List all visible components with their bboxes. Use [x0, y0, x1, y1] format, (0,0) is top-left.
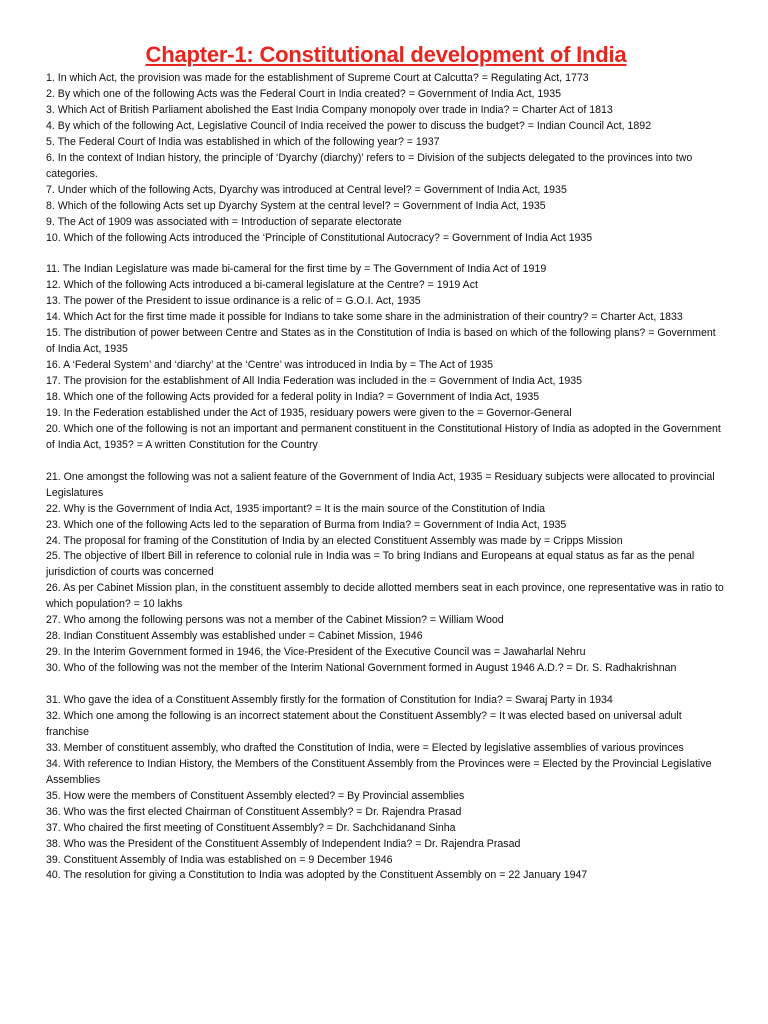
question-item: 24. The proposal for framing of the Constitution of India by an elected Constituent Assembly was made by = Cripps Mission — [46, 534, 623, 547]
question-item: 31. Who gave the idea of a Constituent Assembly firstly for the formation of Constitution for India? = Swaraj Party in 1934 — [46, 693, 613, 706]
question-item: 18. Which one of the following Acts provided for a federal polity in India? = Government of India Act, 1935 — [46, 391, 540, 403]
question-item: 40. The resolution for giving a Constitution to India was adopted by the Constituent Assembly on = 22 January 1947 — [46, 869, 588, 882]
question-item: 37. Who chaired the first meeting of Constituent Assembly? = Dr. Sachchidanand Sinha — [46, 821, 456, 834]
question-item: 3. Which Act of British Parliament abolished the East India Company monopoly over trade in India? = Charter Act of 1813 — [46, 103, 613, 116]
question-item: 6. In the context of Indian history, the principle of ‘Dyarchy (diarchy)’ refers to = Division of the subjects delegated to the provinces into two categories. — [46, 151, 693, 180]
question-item: 39. Constituent Assembly of India was established on = 9 December 1946 — [46, 853, 393, 866]
document-page — [46, 40, 726, 884]
question-item: 2. By which one of the following Acts was the Federal Court in India created? = Government of India Act, 1935 — [46, 87, 561, 100]
question-item: 5. The Federal Court of India was established in which of the following year? = 1937 — [46, 135, 440, 148]
question-item: 29. In the Interim Government formed in 1946, the Vice-President of the Executive Council was = Jawaharlal Nehru — [46, 646, 586, 659]
question-item: 32. Which one among the following is an incorrect statement about the Constituent Assembly? = It was elected based on universal adult franchise — [46, 709, 682, 738]
question-item: 25. The objective of Ilbert Bill in reference to colonial rule in India was = To bring Indians and Europeans at equal status as far as the penal jurisdiction of courts was concerned — [46, 550, 695, 579]
question-item: 35. How were the members of Constituent Assembly elected? = By Provincial assemblies — [46, 789, 465, 802]
question-item: 4. By which of the following Act, Legislative Council of India received the power to discuss the budget? = Indian Council Act, 1892 — [46, 119, 652, 132]
question-item: 28. Indian Constituent Assembly was established under = Cabinet Mission, 1946 — [46, 630, 423, 643]
question-item: 36. Who was the first elected Chairman of Constituent Assembly? = Dr. Rajendra Prasad — [46, 805, 462, 818]
question-list — [46, 71, 726, 884]
question-item: 8. Which of the following Acts set up Dyarchy System at the central level? = Government of India Act, 1935 — [46, 199, 546, 212]
question-item: 21. One amongst the following was not a salient feature of the Government of India Act, 1935 = Residuary subjects were allocated to provincial Legislatures — [46, 470, 715, 499]
question-item: 7. Under which of the following Acts, Dyarchy was introduced at Central level? = Government of India Act, 1935 — [46, 183, 567, 196]
chapter-title: Chapter-1: Constitutional development of India — [145, 42, 627, 67]
question-item: 33. Member of constituent assembly, who drafted the Constitution of India, were = Elected by legislative assemblies of various provinces — [46, 741, 684, 754]
question-item: 14. Which Act for the first time made it possible for Indians to take some share in the administration of their country? = Charter Act, 1833 — [46, 311, 683, 324]
question-item: 26. As per Cabinet Mission plan, in the constituent assembly to decide allotted members seat in each province, one representative was in ratio to which population? = 10 lakhs — [46, 582, 724, 611]
question-item: 20. Which one of the following is not an important and permanent constituent in the Constitutional History of India as adopted in the Government of India Act, 1935? = A written Constitution for the Country — [46, 422, 721, 451]
question-item: 27. Who among the following persons was not a member of the Cabinet Mission? = William Wood — [46, 614, 504, 627]
question-item: 34. With reference to Indian History, the Members of the Constituent Assembly from the Provinces were = Elected by the Provincial Legislative Assemblies — [46, 757, 712, 786]
question-item: 1. In which Act, the provision was made for the establishment of Supreme Court at Calcutta? = Regulating Act, 1773 — [46, 72, 589, 84]
question-item: 15. The distribution of power between Centre and States as in the Constitution of India is based on which of the following plans? = Government of India Act, 1935 — [46, 327, 716, 356]
question-item: 30. Who of the following was not the member of the Interim National Government formed in August 1946 A.D.? = Dr. S. Radhakrishnan — [46, 662, 677, 675]
question-item: 9. The Act of 1909 was associated with = Introduction of separate electorate — [46, 215, 402, 228]
question-item: 16. A ‘Federal System’ and ‘diarchy’ at the ‘Centre’ was introduced in India by = The Act of 1935 — [46, 359, 494, 372]
question-item: 11. The Indian Legislature was made bi-cameral for the first time by = The Government of India Act of 1919 — [46, 263, 547, 276]
question-item: 23. Which one of the following Acts led to the separation of Burma from India? = Government of India Act, 1935 — [46, 518, 567, 531]
question-item: 38. Who was the President of the Constituent Assembly of Independent India? = Dr. Rajendra Prasad — [46, 837, 521, 850]
question-item: 22. Why is the Government of India Act, 1935 important? = It is the main source of the Constitution of India — [46, 502, 546, 515]
question-item: 13. The power of the President to issue ordinance is a relic of = G.O.I. Act, 1935 — [46, 295, 421, 308]
question-item: 10. Which of the following Acts introduced the ‘Principle of Constitutional Autocracy? = Government of India Act 1935 — [46, 231, 593, 244]
question-item: 17. The provision for the establishment of All India Federation was included in the = Government of India Act, 1935 — [46, 375, 582, 388]
question-item: 12. Which of the following Acts introduced a bi-cameral legislature at the Centre? = 1919 Act — [46, 279, 478, 292]
question-item: 19. In the Federation established under the Act of 1935, residuary powers were given to the = Governor-General — [46, 406, 572, 419]
